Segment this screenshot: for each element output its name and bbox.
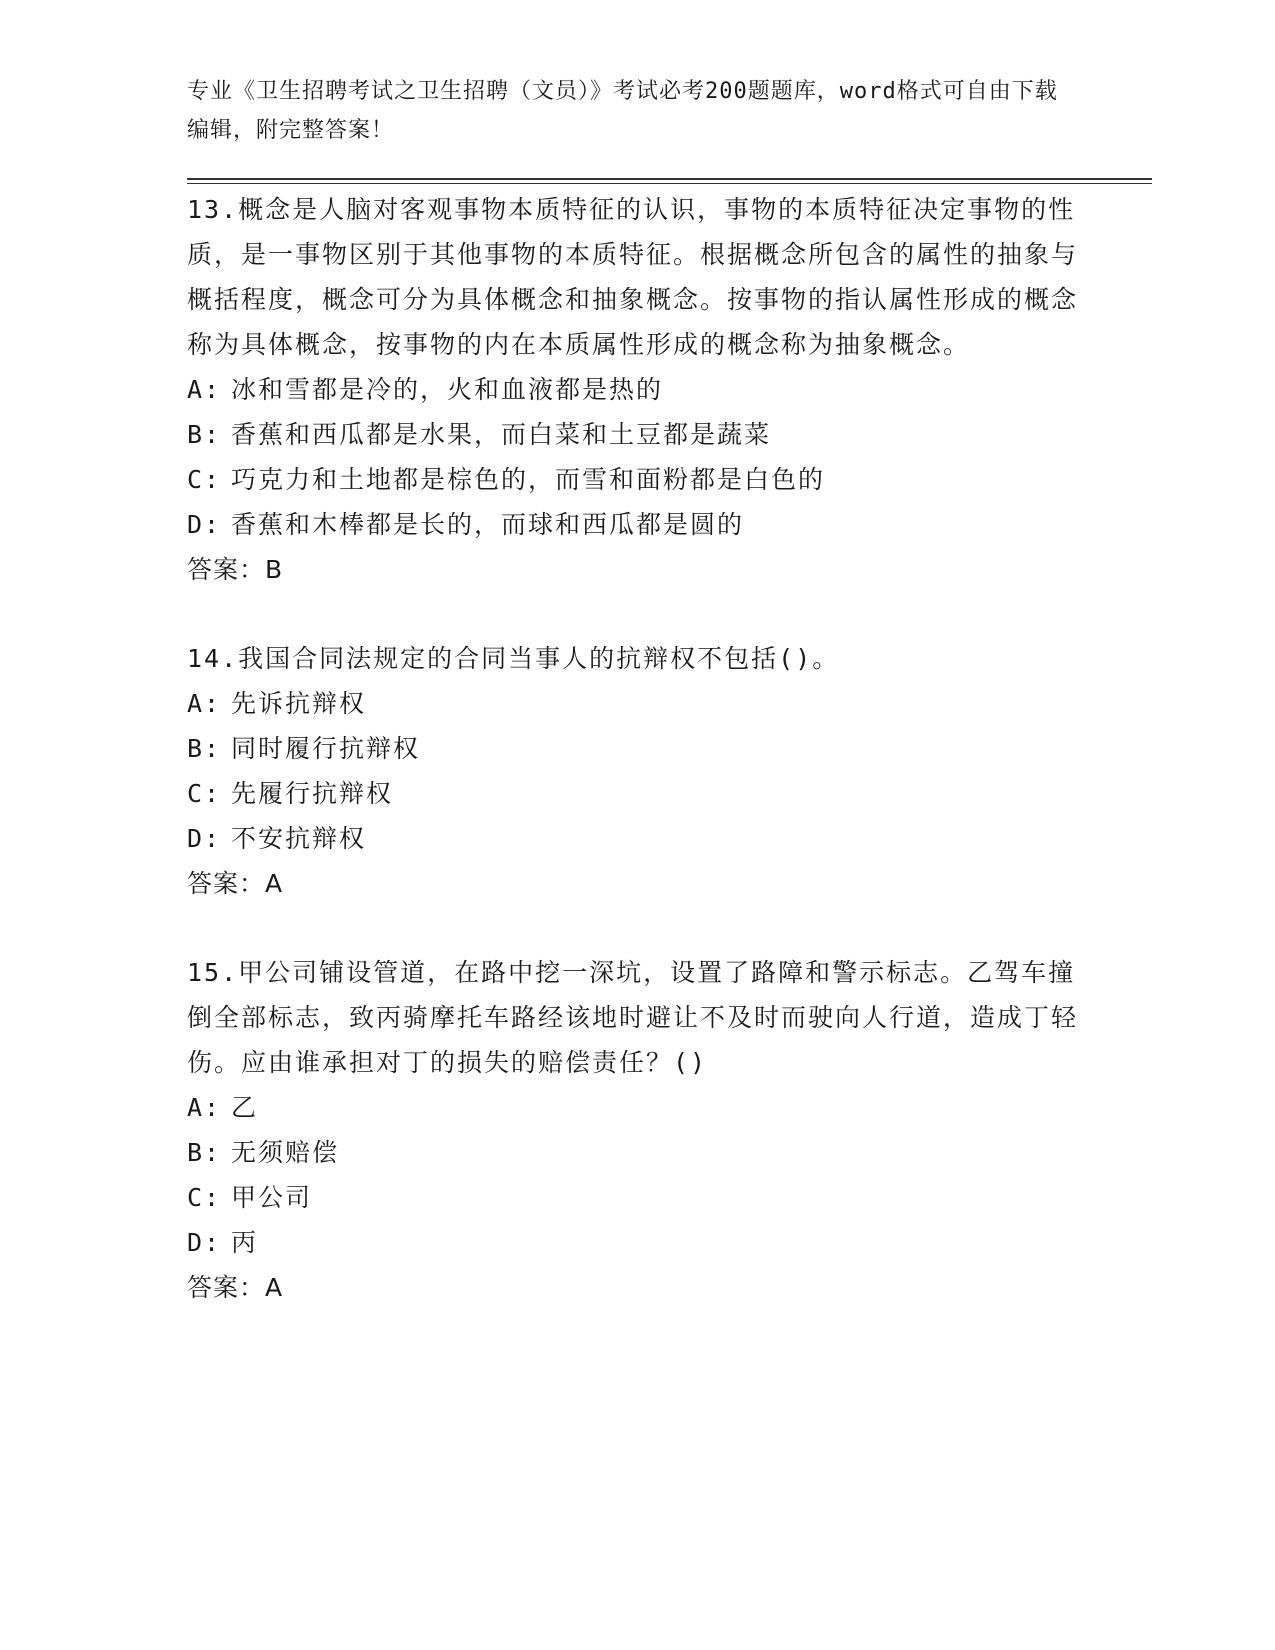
option-letter: A: bbox=[187, 1093, 222, 1122]
option-a bbox=[187, 367, 1087, 412]
option-b bbox=[187, 1130, 1087, 1175]
option-d bbox=[187, 1220, 1087, 1265]
option-letter: C: bbox=[187, 465, 222, 494]
option-a bbox=[187, 1085, 1087, 1130]
question-stem: 15.甲公司铺设管道，在路中挖一深坑，设置了路障和警示标志。乙驾车撞倒全部标志，致丙骑摩托车路经该地时避让不及时而驶向人行道，造成丁轻伤。应由谁承担对丁的损失的赔偿责任？() bbox=[187, 958, 1079, 1077]
header-divider-thin bbox=[187, 183, 1152, 184]
option-letter: A: bbox=[187, 375, 222, 404]
answer-line: 答案：A bbox=[187, 1273, 284, 1302]
option-c bbox=[187, 1175, 1087, 1220]
option-letter: B: bbox=[187, 1138, 222, 1167]
option-letter: A: bbox=[187, 689, 222, 718]
option-text: 同时履行抗辩权 bbox=[231, 734, 421, 763]
option-text: 丙 bbox=[231, 1228, 259, 1257]
answer-line: 答案：B bbox=[187, 555, 284, 584]
question-14 bbox=[187, 636, 1087, 906]
option-letter: D: bbox=[187, 1228, 222, 1257]
question-stem: 14.我国合同法规定的合同当事人的抗辩权不包括()。 bbox=[187, 644, 840, 673]
option-letter: D: bbox=[187, 510, 222, 539]
option-text: 冰和雪都是冷的，火和血液都是热的 bbox=[231, 375, 664, 404]
question-13 bbox=[187, 187, 1087, 592]
option-text: 香蕉和木棒都是长的，而球和西瓜都是圆的 bbox=[231, 510, 745, 539]
option-c bbox=[187, 457, 1087, 502]
option-letter: B: bbox=[187, 420, 222, 449]
option-text: 甲公司 bbox=[231, 1183, 313, 1212]
option-letter: C: bbox=[187, 779, 222, 808]
option-text: 乙 bbox=[231, 1093, 259, 1122]
option-text: 香蕉和西瓜都是水果，而白菜和土豆都是蔬菜 bbox=[231, 420, 772, 449]
option-text: 先诉抗辩权 bbox=[231, 689, 367, 718]
option-letter: D: bbox=[187, 824, 222, 853]
option-text: 无须赔偿 bbox=[231, 1138, 340, 1167]
answer-line: 答案：A bbox=[187, 869, 284, 898]
option-text: 不安抗辩权 bbox=[231, 824, 367, 853]
question-15 bbox=[187, 950, 1087, 1310]
option-d bbox=[187, 502, 1087, 547]
option-letter: C: bbox=[187, 1183, 222, 1212]
header-divider-thick bbox=[187, 178, 1152, 180]
option-a bbox=[187, 681, 1087, 726]
option-letter: B: bbox=[187, 734, 222, 763]
option-b bbox=[187, 412, 1087, 457]
option-text: 巧克力和土地都是棕色的，而雪和面粉都是白色的 bbox=[231, 465, 826, 494]
option-d bbox=[187, 816, 1087, 861]
option-text: 先履行抗辩权 bbox=[231, 779, 394, 808]
document-header: 专业《卫生招聘考试之卫生招聘（文员）》考试必考200题题库，word格式可自由下载编辑，附完整答案！ bbox=[187, 79, 1058, 143]
option-b bbox=[187, 726, 1087, 771]
question-list bbox=[187, 187, 1087, 1354]
question-stem: 13.概念是人脑对客观事物本质特征的认识，事物的本质特征决定事物的性质，是一事物区别于其他事物的本质特征。根据概念所包含的属性的抽象与概括程度，概念可分为具体概念和抽象概念。按事物的指认属性形成的概念称为具体概念，按事物的内在本质属性形成的概念称为抽象概念。 bbox=[187, 195, 1079, 359]
option-c bbox=[187, 771, 1087, 816]
